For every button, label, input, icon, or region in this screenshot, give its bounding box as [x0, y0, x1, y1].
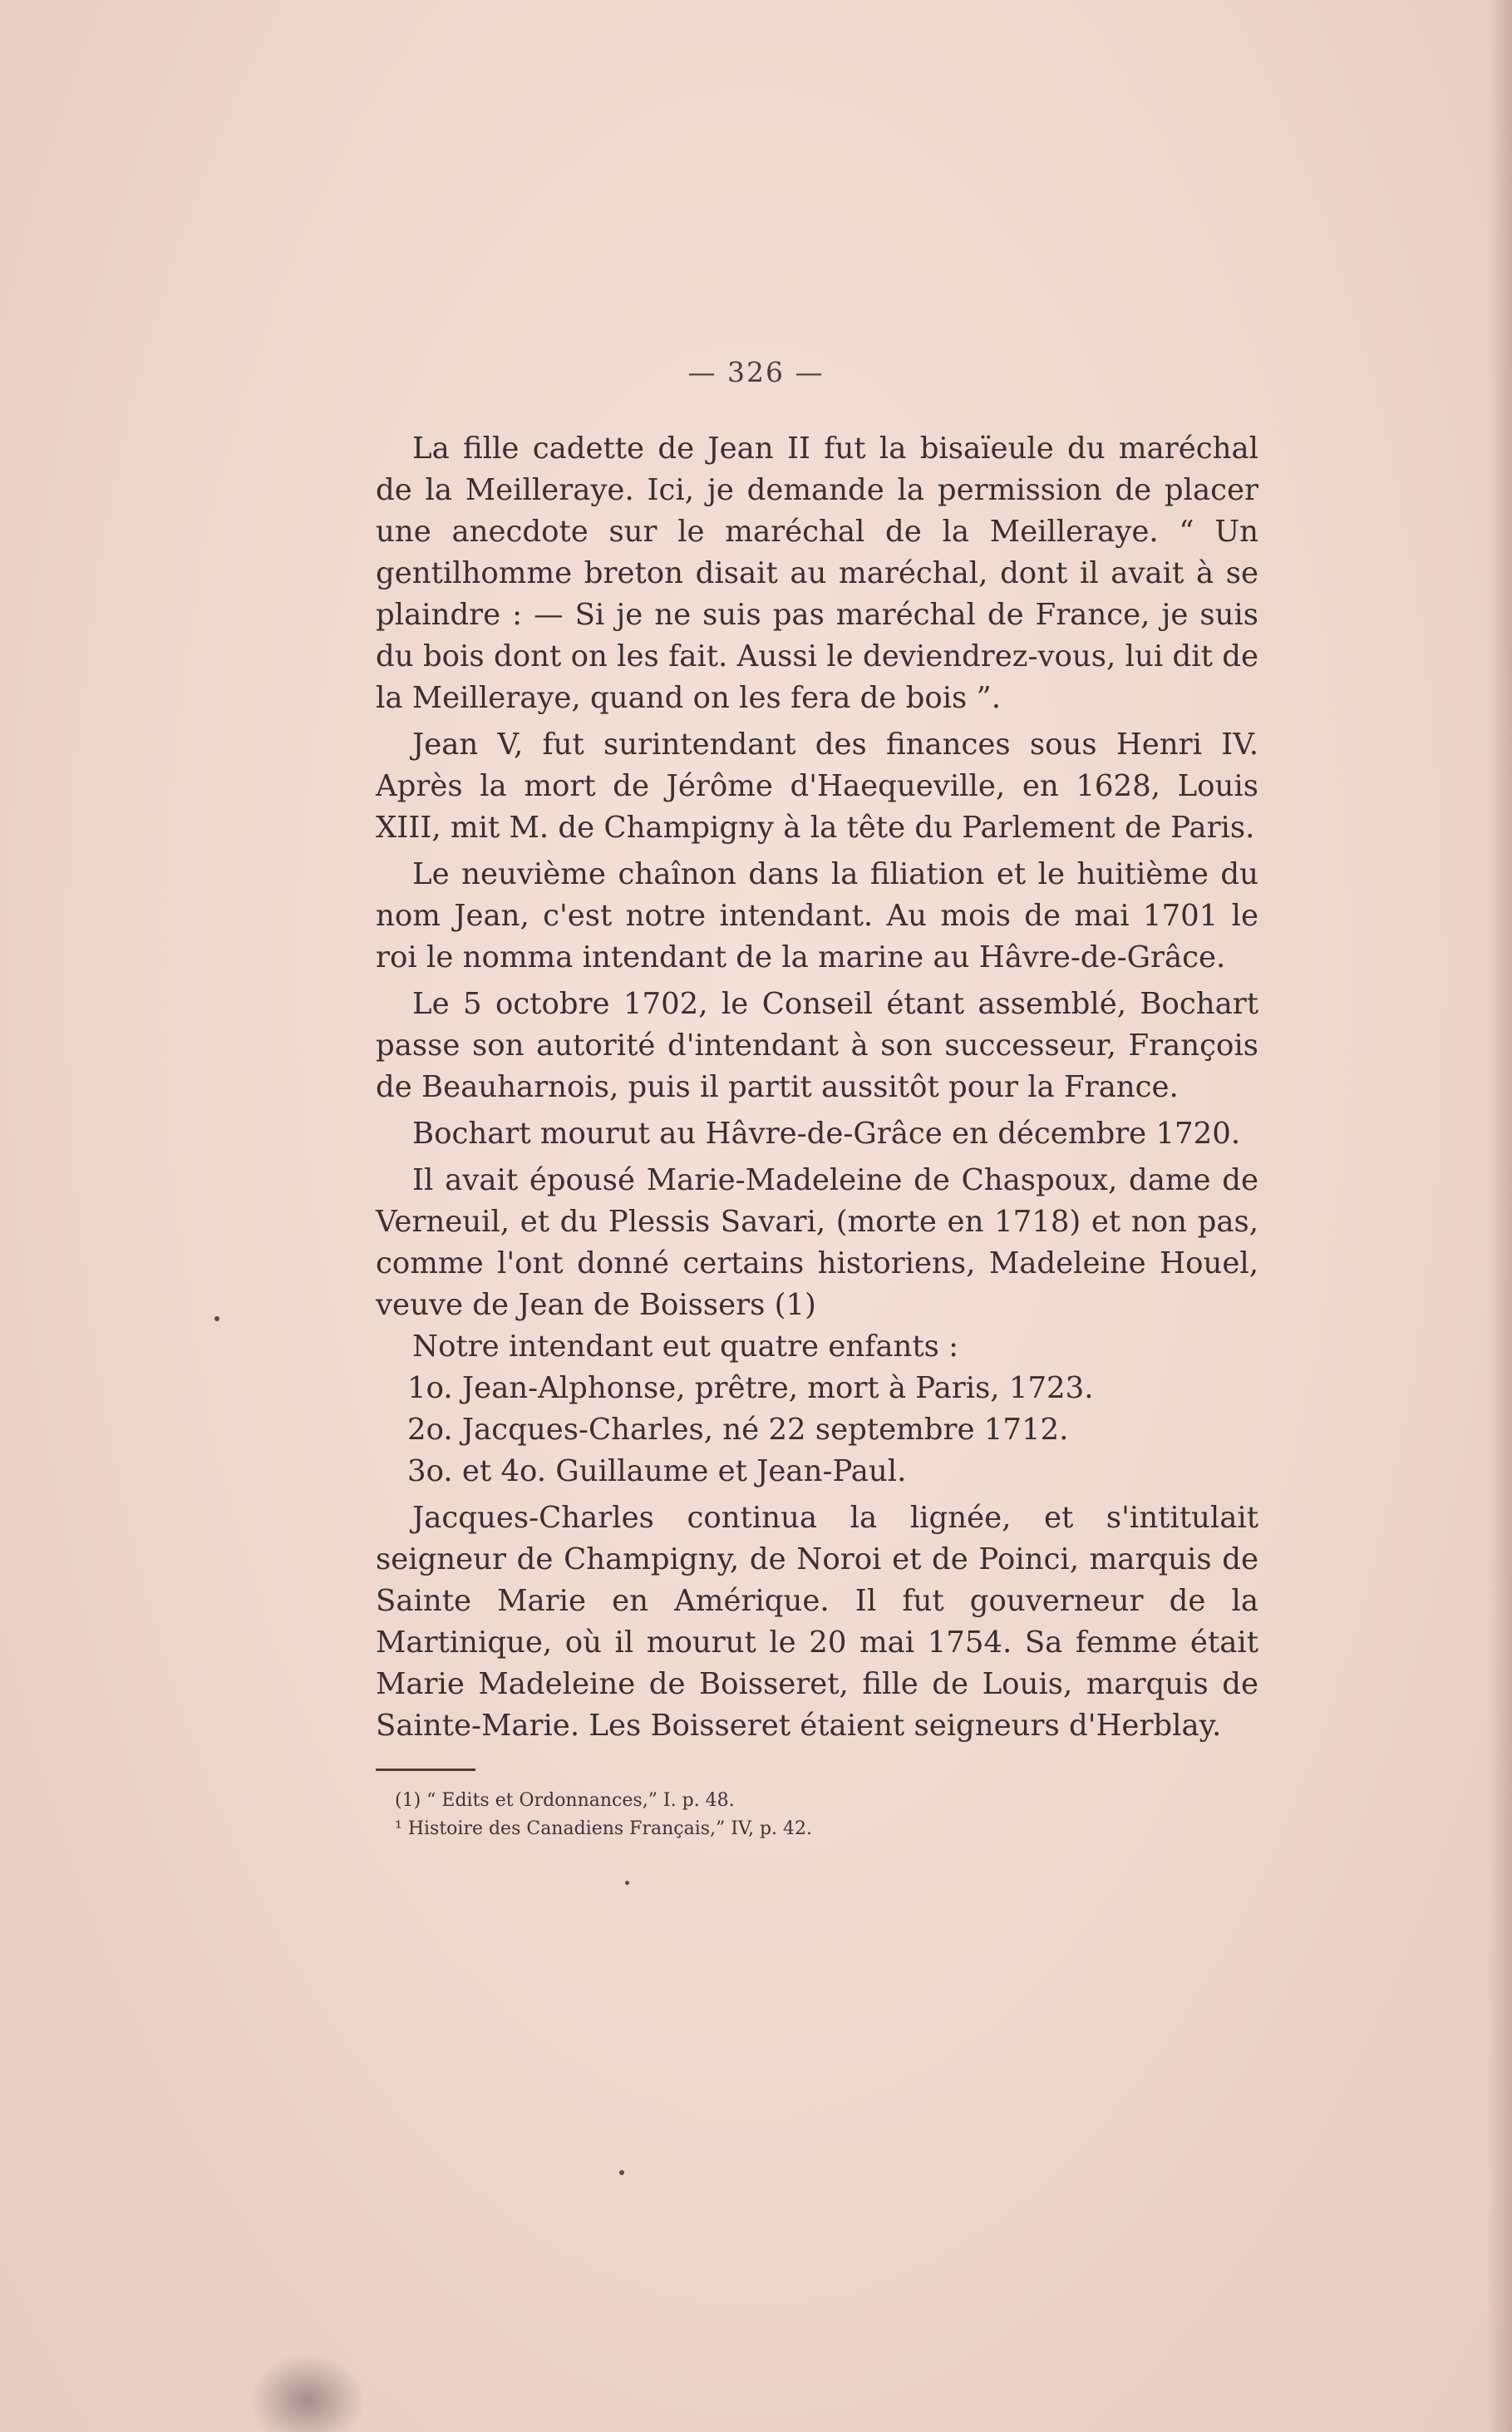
paragraph-intendant: Le neuvième chaînon dans la filiation et le huitième du nom Jean, c'est notre intendant. Au mois de mai 1701 le roi le nomma intendant de la marine au Hâvre-de-Grâce. — [376, 857, 1258, 974]
footnotes — [395, 1787, 1143, 1843]
speck — [214, 1316, 219, 1321]
footnote-1: (1) “ Edits et Ordonnances,” I. p. 48. — [395, 1790, 735, 1811]
paragraph-jean-v: Jean V, fut surintendant des finances sous Henri IV. Après la mort de Jérôme d'Haequeville, en 1628, Louis XIII, mit M. de Champigny à la tête du Parlement de Paris. — [376, 728, 1258, 845]
paragraph-anecdote: La fille cadette de Jean II fut la bisaïeule du maréchal de la Meilleraye. Ici, je demande la permission de placer une anecdote sur le maréchal de la Meilleraye. “ Un gentilhomme breton disait au maréchal, dont il avait à se plaindre : — Si je ne suis pas maréchal de France, je suis du bois dont on les fait. Aussi le deviendrez-vous, lui dit de la Meilleraye, quand on les fera de bois ”. — [376, 432, 1258, 715]
list-item: 3o. et 4o. Guillaume et Jean-Paul. — [407, 1454, 907, 1488]
speck — [619, 2170, 624, 2175]
speck — [625, 1881, 629, 1885]
paragraph-marriage: Il avait épousé Marie-Madeleine de Chaspoux, dame de Verneuil, et du Plessis Savari, (morte en 1718) et non pas, comme l'ont donné certains historiens, Madeleine Houel, veuve de Jean de Boissers (1) — [376, 1163, 1258, 1322]
paragraph-conseil: Le 5 octobre 1702, le Conseil étant assemblé, Bochart passe son autorité d'intendant à son successeur, François de Beauharnois, puis il partit aussitôt pour la France. — [376, 987, 1258, 1104]
footnote-2: ¹ Histoire des Canadiens Français,” IV, p. 42. — [395, 1818, 813, 1839]
paragraph-jacques-charles: Jacques-Charles continua la lignée, et s'intitulait seigneur de Champigny, de Noroi et de Poinci, marquis de Sainte Marie en Amérique. Il fut gouverneur de la Martinique, où il mourut le 20 mai 1754. Sa femme était Marie Madeleine de Boisseret, fille de Louis, marquis de Sainte-Marie. Les Boisseret étaient seigneurs d'Herblay. — [376, 1501, 1258, 1743]
page-number: — 326 — — [687, 356, 825, 388]
list-item: 2o. Jacques-Charles, né 22 septembre 1712. — [407, 1413, 1069, 1447]
body-text — [376, 428, 1258, 1747]
footnote-rule — [376, 1769, 475, 1771]
stain — [249, 2353, 366, 2432]
paragraph-children-intro: Notre intendant eut quatre enfants : — [412, 1329, 959, 1364]
list-item: 1o. Jean-Alphonse, prêtre, mort à Paris, 1723. — [407, 1371, 1094, 1405]
paragraph-death: Bochart mourut au Hâvre-de-Grâce en décembre 1720. — [412, 1117, 1241, 1151]
